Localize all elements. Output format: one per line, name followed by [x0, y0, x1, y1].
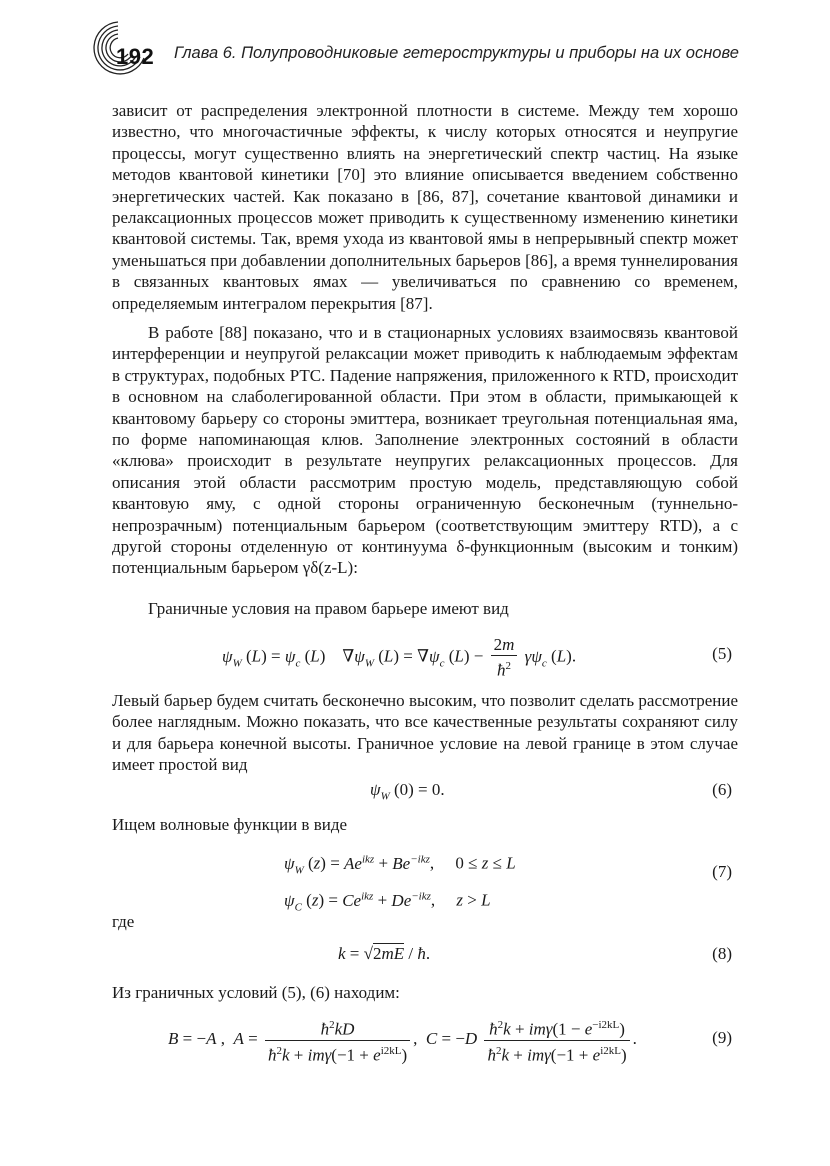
paragraph-text: где: [112, 912, 135, 931]
paragraph-3: [112, 598, 738, 619]
paragraph-text: Граничные условия на правом барьере имеют вид: [148, 599, 509, 618]
equation-number: (6): [712, 780, 732, 799]
equation-6-body: $\psi_W$ (0) = 0.: [370, 780, 445, 803]
paragraph-text: Из граничных условий (5), (6) находим:: [112, 983, 400, 1002]
paragraph-text: зависит от распределения электронной плотности в системе. Между тем хорошо известно, что многочастичные эффекты, к числу которых относятся и неупругие процессы, могут существенно влиять на энергетический спектр частиц. На языке методов квантовой кинетики [70] это влияние описывается введением собственно энергетических частей. Как показано в [86, 87], сочетание квантовой динамики и релаксационных процессов может приводить к существенному изменению кинетики квантовой системы. Так, время ухода из квантовой ямы в непрерывный спектр может уменьшаться при добавлении дополнительных барьеров [86], а время туннелирования в связанных квантовых ямах — увеличиваться по сравнению со временем, определяемым интегралом перекрытия [87].: [112, 101, 738, 313]
equation-number: (7): [712, 862, 732, 881]
chapter-title: Глава 6. Полупроводниковые гетероструктуры и приборы на их основе: [174, 44, 739, 62]
equation-7-body: $\psi_W$ $(z) = Ae^{ikz} + Be^{-ikz}$, 0 ≤ z ≤ L $\psi_C$ $(z) = Ce^{ikz} + De^{-ikz}$, z > L: [284, 853, 516, 914]
equation-number: (9): [712, 1028, 732, 1047]
paragraph-4: [112, 690, 738, 776]
equation-8-body: k = √2mE / ħ.: [338, 944, 431, 963]
paragraph-5: [112, 814, 738, 835]
equation-5-body: $\psi_W$ $(L) = \psi_c$ (L) $\nabla\psi_W$ $(L) = \nabla\psi_c$ (L) − $\frac{2m}{ħ^2}$ $\gamma\psi_c$ (L).: [222, 635, 577, 680]
equation-5: [112, 628, 738, 680]
equation-number: (8): [712, 944, 732, 963]
paragraph-text: Левый барьер будем считать бесконечно высоким, что позволит сделать рассмотрение более наглядным. Можно показать, что все качественные результаты сохраняют силу и для барьера конечной высоты. Граничное условие на левой границе в этом случае имеет простой вид: [112, 691, 738, 775]
paragraph-2: [112, 322, 738, 579]
page-number: 192: [116, 44, 155, 69]
equation-9: [112, 1010, 738, 1070]
equation-9-body: B = −A , A = $\frac{ħ^2kD}{ħ^2k + im\gamma(-1 + e^{i2kL})}$ , C = −D $\frac{ħ^2k + im\gamma(1 - e^{-i2kL})}{ħ^2k + im\gamma(-1 + e^{i2kL})}$ .: [168, 1016, 637, 1064]
page-header: [88, 18, 748, 78]
paragraph-1: [112, 100, 738, 314]
paragraph-text: Ищем волновые функции в виде: [112, 815, 348, 834]
equation-7: [112, 844, 738, 914]
paragraph-6: [112, 911, 738, 932]
equation-8: [112, 940, 738, 970]
equation-6: [112, 778, 738, 804]
paragraph-7: [112, 982, 738, 1003]
paragraph-text: В работе [88] показано, что и в стационарных условиях взаимосвязь квантовой интерференции и неупругой релаксации может приводить к наблюдаемым эффектам в структурах, подобных РТС. Падение напряжения, приложенного к RTD, происходит в основном на слаболегированной области. При этом в области, примыкающей к квантовому барьеру со стороны эмиттера, возникает треугольная потенциальная яма, по форме напоминающая клюв. Заполнение электронных состояний в области «клюва» происходит в результате неупругих релаксационных процессов. Для описания этой области рассмотрим простую модель, представляющую собой квантовую яму, с одной стороны ограниченную бесконечным (туннельно-непрозрачным) потенциальным барьером (соответствующим эмиттеру RTD), а с другой стороны отделенную от континуума δ-функционным (высоким и тонким) потенциальным барьером γδ(z-L):: [112, 323, 738, 578]
equation-number: (5): [712, 644, 732, 663]
